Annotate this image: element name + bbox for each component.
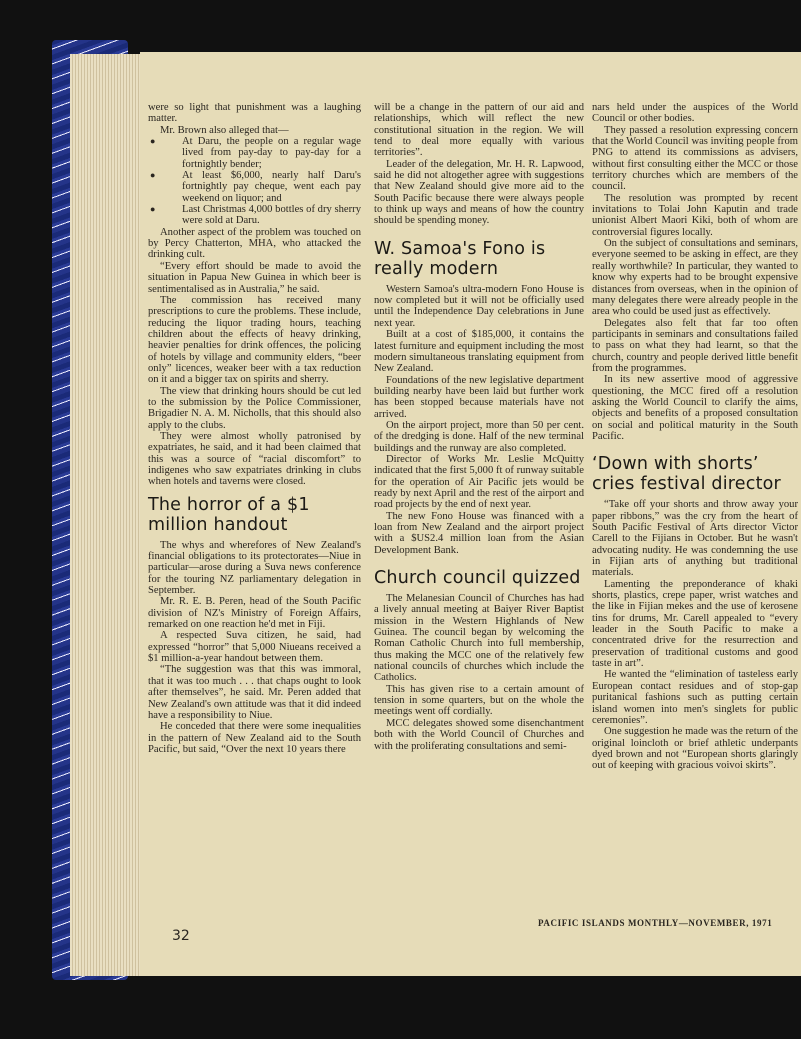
- bullet-item: ● At Daru, the people on a regular wage lived from pay-day to pay-day for a fortnightly bender;: [148, 136, 361, 170]
- paragraph: On the subject of consultations and seminars, everyone seemed to be asking in effect, are they really worthwhile? In particular, they wanted to know why experts had to be brought expensive distances from overseas, when in the opinion of many delegates there were already people in the area who could be used just as effectively.: [592, 238, 798, 318]
- paragraph: The new Fono House was financed with a loan from New Zealand and the airport project with a $US2.4 million loan from the Asian Development Bank.: [374, 510, 584, 556]
- paragraph: One suggestion he made was the return of the original loincloth or brief athletic underpants dyed brown and not “European shorts glaringly out of keeping with gracious voivoi skirts”.: [592, 726, 798, 772]
- bullet-list: [148, 136, 361, 227]
- paragraph: nars held under the auspices of the World Council or other bodies.: [592, 102, 798, 125]
- paragraph: Delegates also felt that far too often participants in seminars and consultations failed to pass on what they had learnt, so that the church, country and people derived little benefit from the programmes.: [592, 317, 798, 374]
- page-edges: [70, 54, 140, 976]
- column-1: [148, 102, 361, 755]
- paragraph: Built at a cost of $185,000, it contains the latest furniture and equipment including the most modern simultaneous translating equipment from New Zealand.: [374, 329, 584, 375]
- paragraph: Another aspect of the problem was touched on by Percy Chatterton, MHA, who attacked the drinking cult.: [148, 226, 361, 261]
- paragraph: The view that drinking hours should be cut led to the submission by the Police Commissioner, Brigadier N. A. M. Nicholls, that this should also apply to the clubs.: [148, 385, 361, 431]
- bullet-item: ● At least $6,000, nearly half Daru's fortnightly pay cheque, went each pay weekend on liquor; and: [148, 170, 361, 204]
- paragraph: MCC delegates showed some disenchantment both with the World Council of Churches and with the proliferating consultations and semi-: [374, 717, 584, 752]
- article-columns: [148, 102, 798, 924]
- paragraph: will be a change in the pattern of our aid and relationships, which will reflect the new constitutional situation in the region. We will tend to deal more equally with various territories”.: [374, 102, 584, 159]
- paragraph: A respected Suva citizen, he said, had expressed “horror” that 5,000 Niueans received a $1 million-a-year handout between them.: [148, 630, 361, 665]
- paragraph: The commission has received many prescriptions to cure the problems. These include, reducing the liquor trading hours, teaching children about the effects of heavy drinking, heavier penalties for drink offences, the policing of hotels by village and community elders, “beer only” licences, weaker beer with a tax reduction on it and a bigger tax on spirits and sherry.: [148, 294, 361, 386]
- paragraph: They were almost wholly patronised by expatriates, he said, and it had been claimed that this was a source of “racial discomfort” to indigenes who saw expatriates drinking in clubs when hotels and taverns were closed.: [148, 430, 361, 488]
- paragraph: On the airport project, more than 50 per cent. of the dredging is done. Half of the new terminal buildings and the runway are also completed.: [374, 419, 584, 454]
- paragraph: were so light that punishment was a laughing matter.: [148, 102, 361, 125]
- paragraph: The Melanesian Council of Churches has had a lively annual meeting at Baiyer River Baptist mission in the Western Highlands of New Guinea. The council began by welcoming the Roman Catholic Church into full membership, thus making the MCC one of the relatively few national councils of churches which include the Catholics.: [374, 593, 584, 684]
- headline-niue-handout: The horror of a $1 million handout: [148, 494, 310, 535]
- paragraph: Director of Works Mr. Leslie McQuitty indicated that the first 5,000 ft of runway suitable for the operation of Air Pacific jets would be ready by next April and the rest of the airport and road projects by the end of next year.: [374, 453, 584, 511]
- paragraph: He wanted the “elimination of tasteless early European contact residues and of stop-gap puritanical fashions such as putting certain island women into men's singlets for public ceremonies”.: [592, 669, 798, 726]
- running-footer: PACIFIC ISLANDS MONTHLY—NOVEMBER, 1971: [538, 918, 773, 928]
- headline-samoa-fono: W. Samoa's Fono is really modern: [374, 238, 546, 279]
- paragraph: Leader of the delegation, Mr. H. R. Lapwood, said he did not altogether agree with suggestions that New Zealand should give more aid to the South Pacific because there were always people to think up ways and means of how the country should be spending money.: [374, 158, 584, 227]
- bullet-item: ● Last Christmas 4,000 bottles of dry sherry were sold at Daru.: [148, 204, 361, 227]
- paragraph: Mr. R. E. B. Peren, head of the South Pacific division of NZ's Ministry of Foreign Affairs, remarked on one reaction he'd met in Fiji.: [148, 596, 361, 631]
- column-3: [592, 102, 798, 772]
- paragraph: “Every effort should be made to avoid the situation in Papua New Guinea in which beer is sentimentalised as in Australia,” he said.: [148, 260, 361, 295]
- paragraph: “The suggestion was that this was immoral, that it was too much . . . that chaps ought to look after themselves”, he said. Mr. Peren added that New Zealand's own attitude was that it did indeed have a responsibility to Niue.: [148, 664, 361, 721]
- headline-church-council: Church council quizzed: [374, 568, 581, 589]
- paragraph: Foundations of the new legislative department building nearby have been laid but further work has been stopped because materials have not arrived.: [374, 374, 584, 420]
- page-number: 32: [172, 928, 190, 944]
- paragraph: “Take off your shorts and throw away your paper ribbons,” was the cry from the heart of South Pacific Festival of Arts director Victor Carell to the Fijians in October. But he wasn't advocating nudity. He was condemning the use in Fijian arts of anything but traditional materials.: [592, 499, 798, 579]
- paragraph: This has given rise to a certain amount of tension in some quarters, but on the whole the meetings went off cordially.: [374, 683, 584, 718]
- headline-down-with-shorts: ‘Down with shorts’ cries festival director: [592, 454, 781, 495]
- paragraph: The resolution was prompted by recent invitations to Tolai John Kaputin and trade unionist Albert Maori Kiki, both of whom are controversial figures locally.: [592, 192, 798, 238]
- paragraph: He conceded that there were some inequalities in the pattern of New Zealand aid to the South Pacific, but said, “Over the next 10 years there: [148, 721, 361, 755]
- paragraph: In its new assertive mood of aggressive questioning, the MCC fired off a resolution asking the World Council to clarify the aims, objects and benefits of a proposed consultation on social and political maturity in the South Pacific.: [592, 374, 798, 442]
- paragraph: Western Samoa's ultra-modern Fono House is now completed but it will not be officially used until the Independence Day celebrations in June next year.: [374, 283, 584, 329]
- paragraph: The whys and wherefores of New Zealand's financial obligations to its protectorates—Niue in particular—arose during a Suva news conference for the touring NZ parliamentary delegation in September.: [148, 539, 361, 597]
- paragraph: Lamenting the preponderance of khaki shorts, plastics, crepe paper, wrist watches and the like in Fijian mekes and the use of kerosene tins for drums, Mr. Carell appealed to “every leader in the South Pacific to make a concentrated drive for the resurrection and preservation of traditional customs and good taste in art”.: [592, 578, 798, 670]
- paragraph: Mr. Brown also alleged that—: [160, 124, 289, 136]
- paragraph: They passed a resolution expressing concern that the World Council was inviting people from PNG to attend its commissions as advisers, without first consulting either the MCC or those territory churches which are members of the council.: [592, 124, 798, 193]
- column-2: [374, 102, 584, 752]
- magazine-page: [140, 52, 801, 976]
